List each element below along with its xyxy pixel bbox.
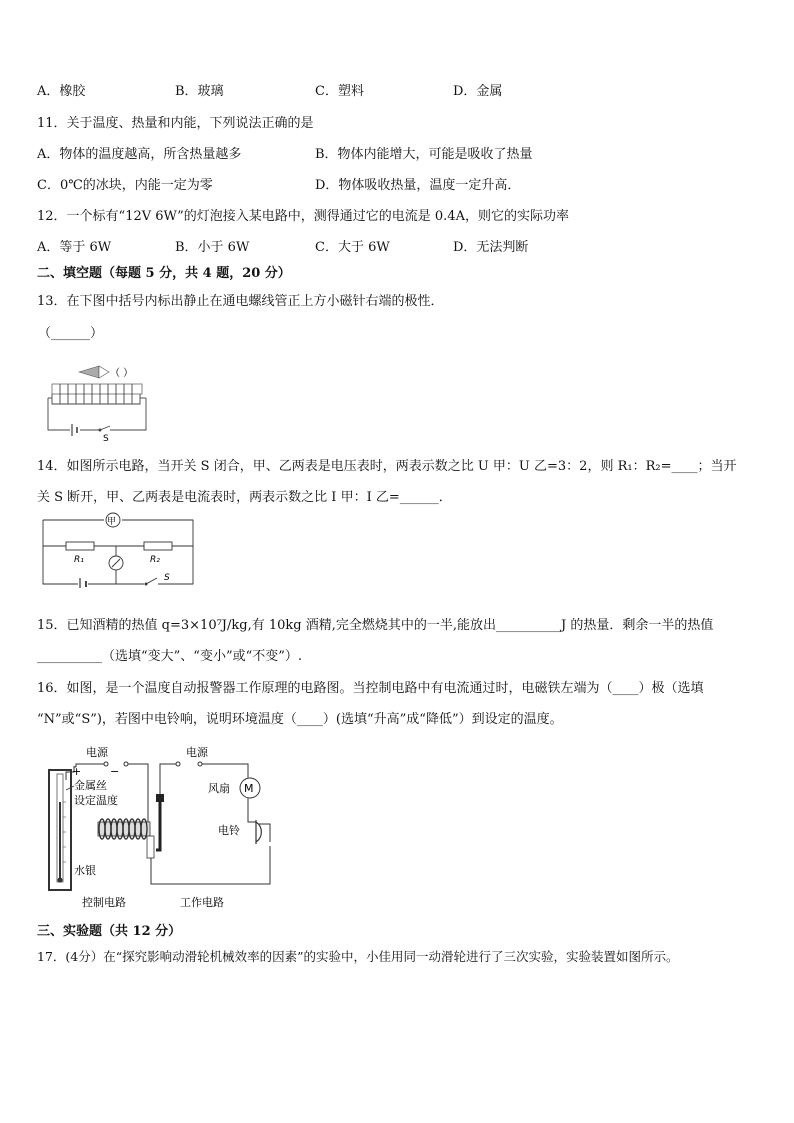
q14-r1-label: R₁ <box>74 555 84 565</box>
q16-set-temp-label: 设定温度 <box>74 794 118 807</box>
q10-option-a: A．橡胶 <box>37 84 86 99</box>
section-2-title: 二、填空题（每题 5 分，共 4 题，20 分） <box>37 266 291 281</box>
q15-line1: 15．已知酒精的热值 q=3×10⁷J/kg,有 10kg 酒精,完全燃烧其中的一半,能放出__________J 的热量．剩余一半的热值 <box>37 618 714 633</box>
q12-option-a: A．等于 6W <box>37 240 112 255</box>
section-3-title: 三、实验题（共 12 分） <box>37 924 182 939</box>
q11-option-b: B．物体内能增大，可能是吸收了热量 <box>315 147 533 162</box>
q16-line1: 16．如图，是一个温度自动报警器工作原理的电路图。当控制电路中有电流通过时，电磁铁左端为（____）极（选填 <box>37 681 704 696</box>
q12-stem: 12．一个标有“12V 6W”的灯泡接入某电路中，测得通过它的电流是 0.4A，则它的实际功率 <box>37 209 569 224</box>
q10-option-b: B．玻璃 <box>175 84 224 99</box>
electromagnet-icon <box>98 819 150 839</box>
q16-control-circuit-label: 控制电路 <box>82 896 126 909</box>
q16-power2-label: 电源 <box>186 746 208 759</box>
q17-stem: 17．(4分）在“探究影响动滑轮机械效率的因素”的实验中，小佳用同一动滑轮进行了三次实验，实验装置如图所示。 <box>37 949 679 964</box>
q13-switch-label: S <box>103 434 109 442</box>
q13-needle-bracket: （ ） <box>110 368 134 379</box>
q16-mercury-label: 水银 <box>74 864 96 877</box>
switch-icon <box>100 426 110 430</box>
q16-minus-label: − <box>110 765 120 778</box>
q16-motor-label: M <box>244 782 254 795</box>
q12-option-b: B．小于 6W <box>175 240 250 255</box>
q14-line2: 关 S 断开，甲、乙两表是电流表时，两表示数之比 I 甲：I 乙=______． <box>37 490 452 505</box>
q14-circuit-figure <box>40 512 196 588</box>
q12-option-d: D．无法判断 <box>453 240 529 255</box>
q11-option-d: D．物体吸收热量，温度一定升高． <box>315 178 521 193</box>
q11-option-c: C．0℃的冰块，内能一定为零 <box>37 178 213 193</box>
q14-r2-label: R₂ <box>150 555 160 565</box>
q13-solenoid-figure <box>44 362 150 442</box>
compass-needle-icon <box>79 366 99 378</box>
q16-power1-label: 电源 <box>86 746 108 759</box>
q16-work-circuit-label: 工作电路 <box>180 896 224 909</box>
q10-option-d: D．金属 <box>453 84 503 99</box>
q15-line2: __________（选填“变大”、“变小”或“不变”）. <box>37 649 303 664</box>
q14-line1: 14．如图所示电路，当开关 S 闭合，甲、乙两表是电压表时，两表示数之比 U 甲：U 乙=3：2，则 R₁：R₂=____；当开 <box>37 459 737 474</box>
q16-line2: “N”或“S”)，若图中电铃响，说明环境温度（____）(选填“升高”成“降低”）到设定的温度。 <box>37 712 563 727</box>
q10-option-c: C．塑料 <box>315 84 364 99</box>
q16-plus-label: + <box>72 765 82 778</box>
resistor-r2-icon <box>144 542 172 550</box>
q14-meter-jia-label: 甲 <box>107 517 117 527</box>
resistor-r1-icon <box>66 542 94 550</box>
q12-option-c: C．大于 6W <box>315 240 390 255</box>
q11-option-a: A．物体的温度越高，所含热量越多 <box>37 147 242 162</box>
q13-answer-blank: （______） <box>38 326 104 341</box>
q16-metal-wire-label: 金属丝 <box>74 779 107 792</box>
q11-stem: 11．关于温度、热量和内能，下列说法正确的是 <box>37 116 314 131</box>
q16-alarm-circuit-figure <box>44 742 284 914</box>
switch-icon <box>146 578 157 584</box>
q14-switch-label: S <box>164 573 170 583</box>
q16-bell-label: 电铃 <box>218 824 240 837</box>
q16-fan-label: 风扇 <box>208 782 230 795</box>
q13-stem: 13．在下图中括号内标出静止在通电螺线管正上方小磁针右端的极性． <box>37 294 444 309</box>
